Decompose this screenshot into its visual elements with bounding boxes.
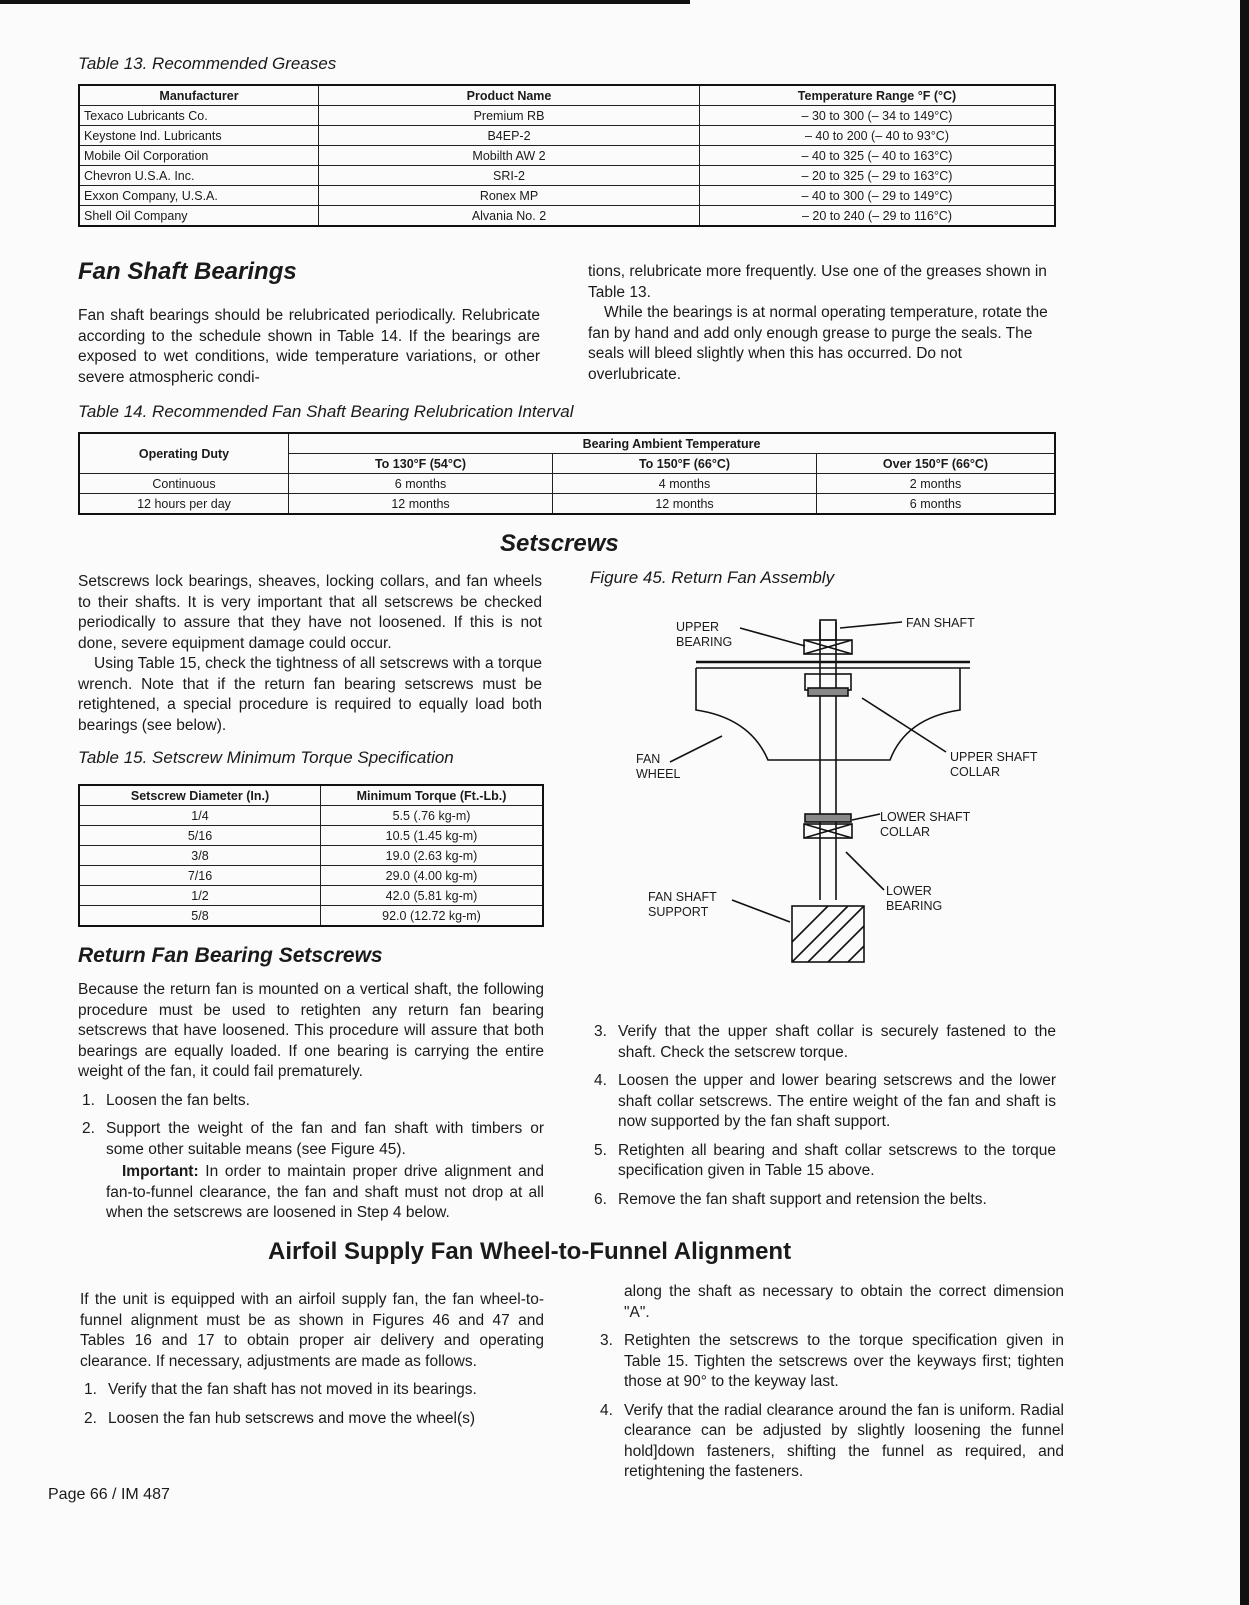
fan-wheel-shape xyxy=(696,668,960,760)
t15-torque-cell: 29.0 (4.00 kg-m) xyxy=(321,866,544,886)
t14-interval-150-cell: 4 months xyxy=(553,474,817,494)
table-13 xyxy=(78,84,1056,227)
t14-temp-header-1: To 130°F (54°C) xyxy=(289,454,553,474)
table-row xyxy=(79,206,1055,227)
return-fan-steps-right xyxy=(590,1022,1056,1210)
step-number: 4. xyxy=(600,1401,613,1419)
scan-edge-bar xyxy=(1240,0,1249,1605)
t15-torque-cell: 10.5 (1.45 kg-m) xyxy=(321,826,544,846)
airfoil-heading: Airfoil Supply Fan Wheel-to-Funnel Alignment xyxy=(268,1238,792,1265)
list-item xyxy=(78,1091,544,1112)
t15-torque-cell: 19.0 (2.63 kg-m) xyxy=(321,846,544,866)
t13-manufacturer-cell: Texaco Lubricants Co. xyxy=(79,106,319,126)
step-text: Retighten all bearing and shaft collar setscrews to the torque specification given in Table 15 above. xyxy=(618,1141,1056,1179)
label-lower-bearing: LOWER BEARING xyxy=(886,884,943,913)
table-14 xyxy=(78,432,1056,515)
t13-temp-range-cell: – 30 to 300 (– 34 to 149°C) xyxy=(700,106,1056,126)
t15-header-torque: Minimum Torque (Ft.-Lb.) xyxy=(321,785,544,806)
t13-product-cell: B4EP-2 xyxy=(319,126,700,146)
list-item xyxy=(78,1119,544,1160)
step-text: Support the weight of the fan and fan shaft with timbers or some other suitable means (see Figure 45). xyxy=(106,1120,544,1158)
t14-interval-130-cell: 6 months xyxy=(289,474,553,494)
t15-torque-cell: 42.0 (5.81 kg-m) xyxy=(321,886,544,906)
important-text: In order to maintain proper drive alignment and fan-to-funnel clearance, the fan and shaft must not drop at all when the setscrews are loosened in Step 4 below. xyxy=(106,1163,544,1221)
list-item xyxy=(590,1071,1056,1133)
fan-shaft-support-shape xyxy=(792,906,864,962)
top-rule xyxy=(0,0,690,4)
list-item xyxy=(596,1401,1064,1483)
leader-fan-shaft xyxy=(840,622,902,628)
table14-caption: Table 14. Recommended Fan Shaft Bearing Relubrication Interval xyxy=(78,402,574,421)
figure45-caption: Figure 45. Return Fan Assembly xyxy=(590,568,835,587)
t15-torque-cell: 5.5 (.76 kg-m) xyxy=(321,806,544,826)
t13-manufacturer-cell: Keystone Ind. Lubricants xyxy=(79,126,319,146)
t13-product-cell: Ronex MP xyxy=(319,186,700,206)
t13-temp-range-cell: – 40 to 325 (– 40 to 163°C) xyxy=(700,146,1056,166)
shaft-top xyxy=(820,620,836,640)
t14-interval-130-cell: 12 months xyxy=(289,494,553,515)
t14-interval-150-cell: 12 months xyxy=(553,494,817,515)
t13-manufacturer-cell: Exxon Company, U.S.A. xyxy=(79,186,319,206)
t13-manufacturer-cell: Shell Oil Company xyxy=(79,206,319,227)
airfoil-continuation: along the shaft as necessary to obtain the correct dimension "A". xyxy=(624,1283,1064,1321)
important-label: Important: xyxy=(122,1163,199,1180)
t15-diameter-cell: 7/16 xyxy=(79,866,321,886)
list-item xyxy=(80,1380,544,1401)
return-fan-heading: Return Fan Bearing Setscrews xyxy=(78,944,383,967)
t13-product-cell: Alvania No. 2 xyxy=(319,206,700,227)
upper-shaft-collar-shape xyxy=(808,688,848,696)
step-text: Remove the fan shaft support and retension the belts. xyxy=(618,1190,987,1208)
setscrews-para-2: Using Table 15, check the tightness of all setscrews with a torque wrench. Note that if the return fan bearing setscrews must be retightened, a special procedure is required to equally load both bearings (see below). xyxy=(78,655,542,734)
t15-diameter-cell: 1/4 xyxy=(79,806,321,826)
step-text: Verify that the fan shaft has not moved in its bearings. xyxy=(108,1381,477,1398)
table13-caption: Table 13. Recommended Greases xyxy=(78,54,337,73)
step-text: Loosen the fan hub setscrews and move the wheel(s) xyxy=(108,1409,476,1427)
setscrews-para-1: Setscrews lock bearings, sheaves, locking collars, and fan wheels to their shafts. It is very important that all setscrews be checked periodically to assure that they have not loosened. If this is not done, severe equipment damage could occur. xyxy=(78,573,542,652)
fan-shaft-para-right-2: While the bearings is at normal operating temperature, rotate the fan by hand and add only enough grease to purge the seals. The seals will bleed slightly when this has occurred. Do not overlubricate. xyxy=(588,304,1048,383)
return-fan-steps-left xyxy=(78,1091,544,1161)
list-item xyxy=(80,1409,544,1430)
label-lower-shaft-collar: LOWER SHAFT COLLAR xyxy=(880,810,971,839)
t13-manufacturer-cell: Mobile Oil Corporation xyxy=(79,146,319,166)
step-number: 1. xyxy=(82,1091,95,1109)
return-fan-assembly-diagram xyxy=(600,600,1080,980)
t15-torque-cell: 92.0 (12.72 kg-m) xyxy=(321,906,544,927)
return-fan-intro: Because the return fan is mounted on a vertical shaft, the following procedure must be used to retighten any return fan bearing setscrews that have loosened. This procedure will assure that both bearings are equally loaded. If one bearing is carrying the entire weight of the fan, it could fail prematurely. xyxy=(78,981,544,1080)
leader-support xyxy=(732,900,790,922)
t13-header-temp: Temperature Range °F (°C) xyxy=(700,85,1056,106)
table-row xyxy=(79,886,543,906)
step-text: Loosen the fan belts. xyxy=(106,1091,250,1109)
lower-shaft-collar-shape xyxy=(805,814,851,822)
fan-shaft-heading: Fan Shaft Bearings xyxy=(78,258,297,285)
t13-temp-range-cell: – 40 to 300 (– 29 to 149°C) xyxy=(700,186,1056,206)
t14-interval-over150-cell: 2 months xyxy=(817,474,1056,494)
list-item xyxy=(590,1022,1056,1063)
table-row xyxy=(79,866,543,886)
t14-temp-header-3: Over 150°F (66°C) xyxy=(817,454,1056,474)
label-fan-wheel: FAN WHEEL xyxy=(636,752,681,781)
step-text: Retighten the setscrews to the torque specification given in Table 15. Tighten the setscrews over the keyways first; tighten those at 90° to the keyway last. xyxy=(624,1332,1064,1390)
table-row xyxy=(79,106,1055,126)
t14-temp-header-2: To 150°F (66°C) xyxy=(553,454,817,474)
t14-interval-over150-cell: 6 months xyxy=(817,494,1056,515)
t13-product-cell: Premium RB xyxy=(319,106,700,126)
t14-duty-cell: Continuous xyxy=(79,474,289,494)
step-number: 6. xyxy=(594,1190,607,1208)
step-number: 3. xyxy=(594,1023,607,1040)
t13-header-manufacturer: Manufacturer xyxy=(79,85,319,106)
t13-temp-range-cell: – 40 to 200 (– 40 to 93°C) xyxy=(700,126,1056,146)
t15-header-diameter: Setscrew Diameter (In.) xyxy=(79,785,321,806)
table-row xyxy=(79,806,543,826)
airfoil-steps-right xyxy=(596,1331,1064,1483)
t13-header-product: Product Name xyxy=(319,85,700,106)
table-row xyxy=(79,186,1055,206)
label-fan-shaft: FAN SHAFT xyxy=(906,616,975,630)
step-text: Verify that the upper shaft collar is securely fastened to the shaft. Check the setscrew torque. xyxy=(618,1023,1056,1061)
t15-diameter-cell: 1/2 xyxy=(79,886,321,906)
table-row xyxy=(79,906,543,927)
t14-group-header: Bearing Ambient Temperature xyxy=(289,433,1056,454)
t15-diameter-cell: 5/16 xyxy=(79,826,321,846)
t15-diameter-cell: 5/8 xyxy=(79,906,321,927)
list-item xyxy=(590,1190,1056,1211)
leader-lower-collar xyxy=(852,814,880,820)
t13-temp-range-cell: – 20 to 240 (– 29 to 116°C) xyxy=(700,206,1056,227)
list-item xyxy=(590,1141,1056,1182)
label-upper-bearing: UPPER BEARING xyxy=(676,620,733,649)
table-row xyxy=(79,826,543,846)
airfoil-steps-left xyxy=(80,1380,544,1429)
t14-duty-header: Operating Duty xyxy=(79,433,289,474)
table-row xyxy=(79,846,543,866)
table-row xyxy=(79,494,1055,515)
t15-diameter-cell: 3/8 xyxy=(79,846,321,866)
table-row xyxy=(79,474,1055,494)
leader-upper-collar xyxy=(862,698,946,752)
page-footer: Page 66 / IM 487 xyxy=(48,1486,170,1503)
airfoil-intro: If the unit is equipped with an airfoil supply fan, the fan wheel-to-funnel alignment must be as shown in Figures 46 and 47 and Tables 16 and 17 to obtain proper air delivery and operating clearance. If necessary, adjustments are made as follows. xyxy=(80,1291,544,1370)
step-number: 4. xyxy=(594,1072,607,1089)
list-item xyxy=(596,1331,1064,1393)
step-text: Loosen the upper and lower bearing setscrews and the lower shaft collar setscrews. The entire weight of the fan and shaft is now supported by the fan shaft support. xyxy=(618,1072,1056,1130)
fan-shaft-para-left: Fan shaft bearings should be relubricated periodically. Relubricate according to the schedule shown in Table 14. If the bearings are exposed to wet conditions, wide temperature variations, or other severe atmospheric condi- xyxy=(78,307,540,386)
t14-duty-cell: 12 hours per day xyxy=(79,494,289,515)
label-fan-shaft-support: FAN SHAFT SUPPORT xyxy=(648,890,717,919)
table15-caption: Table 15. Setscrew Minimum Torque Specification xyxy=(78,748,454,767)
t13-manufacturer-cell: Chevron U.S.A. Inc. xyxy=(79,166,319,186)
table-row xyxy=(79,126,1055,146)
label-upper-shaft-collar: UPPER SHAFT COLLAR xyxy=(950,750,1038,779)
table-row xyxy=(79,146,1055,166)
step-number: 2. xyxy=(84,1409,97,1427)
t13-temp-range-cell: – 20 to 325 (– 29 to 163°C) xyxy=(700,166,1056,186)
table-15 xyxy=(78,784,544,927)
step-number: 5. xyxy=(594,1141,607,1159)
t13-product-cell: SRI-2 xyxy=(319,166,700,186)
step-text: Verify that the radial clearance around the fan is uniform. Radial clearance can be adjusted by slightly loosening the funnel hold]down fasteners, shifting the funnel as required, and retightening the fasteners. xyxy=(624,1401,1064,1480)
fan-shaft-para-right-1: tions, relubricate more frequently. Use one of the greases shown in Table 13. xyxy=(588,263,1047,301)
leader-lower-bearing xyxy=(846,852,884,890)
step-number: 1. xyxy=(84,1381,97,1398)
table-row xyxy=(79,166,1055,186)
important-note xyxy=(78,1162,544,1224)
step-number: 2. xyxy=(82,1120,95,1137)
t13-product-cell: Mobilth AW 2 xyxy=(319,146,700,166)
leader-upper-bearing xyxy=(740,628,805,646)
setscrews-heading: Setscrews xyxy=(500,530,619,557)
step-number: 3. xyxy=(600,1332,613,1349)
